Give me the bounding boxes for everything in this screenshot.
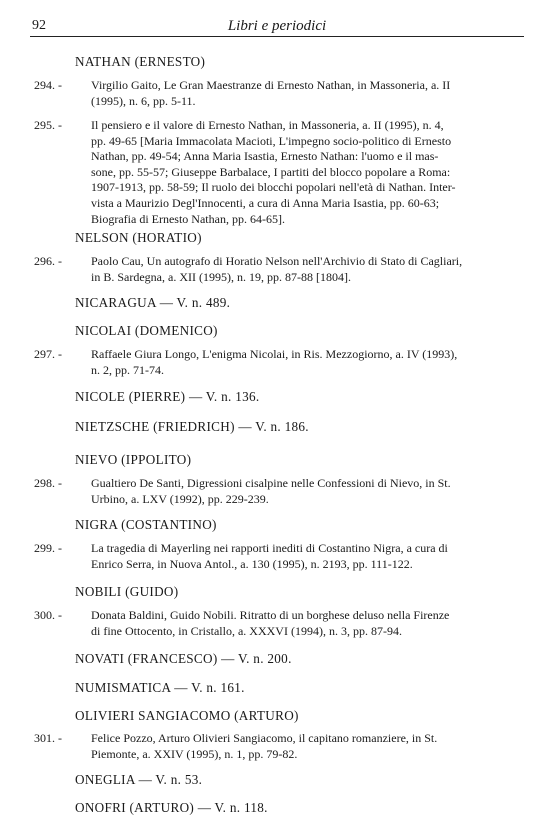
entry-298 bbox=[34, 476, 508, 507]
entry-line: Donata Baldini, Guido Nobili. Ritratto di un borghese deluso nella Firenze bbox=[91, 608, 450, 622]
entry-line: sone, pp. 55-57; Giuseppe Barbalace, I partiti del blocco popolare a Roma: bbox=[91, 164, 451, 179]
entry-number: 294. - bbox=[34, 78, 62, 92]
entry-294 bbox=[34, 78, 508, 109]
heading-nicaragua: NICARAGUA — V. n. 489. bbox=[75, 295, 231, 310]
heading-numismatica: NUMISMATICA — V. n. 161. bbox=[75, 680, 245, 695]
entry-line: Raffaele Giura Longo, L'enigma Nicolai, in Ris. Mezzogiorno, a. IV (1993), bbox=[91, 347, 458, 361]
heading-nathan: NATHAN (ERNESTO) bbox=[75, 54, 206, 69]
entry-300 bbox=[34, 608, 508, 639]
entry-line: Enrico Serra, in Nuova Antol., a. 130 (1995), n. 2193, pp. 111-122. bbox=[91, 556, 413, 571]
entry-line: Piemonte, a. XXIV (1995), n. 1, pp. 79-82. bbox=[91, 746, 298, 761]
entry-line: Il pensiero e il valore di Ernesto Nathan, in Massoneria, a. II (1995), n. 4, bbox=[91, 118, 444, 132]
entry-296 bbox=[34, 254, 508, 285]
entry-line: La tragedia di Mayerling nei rapporti inediti di Costantino Nigra, a cura di bbox=[91, 541, 448, 555]
entry-line: 1907-1913, pp. 58-59; Il ruolo dei blocchi popolari nell'età di Nathan. Inter- bbox=[91, 180, 456, 195]
heading-nigra: NIGRA (COSTANTINO) bbox=[75, 517, 217, 532]
entry-line: Nathan, pp. 49-54; Anna Maria Isastia, Ernesto Nathan: l'uomo e il mas- bbox=[91, 149, 439, 164]
entry-number: 301. - bbox=[34, 731, 62, 745]
entry-number: 297. - bbox=[34, 347, 62, 361]
heading-novati: NOVATI (FRANCESCO) — V. n. 200. bbox=[75, 651, 292, 666]
entry-line: in B. Sardegna, a. XII (1995), n. 19, pp. 87-88 [1804]. bbox=[91, 269, 351, 284]
entry-297 bbox=[34, 347, 508, 378]
entry-line: Paolo Cau, Un autografo di Horatio Nelson nell'Archivio di Stato di Cagliari, bbox=[91, 254, 463, 268]
entry-number: 300. - bbox=[34, 608, 62, 622]
entry-299 bbox=[34, 541, 508, 572]
heading-nicole: NICOLE (PIERRE) — V. n. 136. bbox=[75, 389, 260, 404]
entry-line: vista a Maurizio Degl'Innocenti, a cura di Anna Maria Isastia, pp. 60-63; bbox=[91, 195, 440, 210]
heading-onofri: ONOFRI (ARTURO) — V. n. 118. bbox=[75, 800, 268, 815]
heading-nelson: NELSON (HORATIO) bbox=[75, 230, 202, 245]
entry-line: (1995), n. 6, pp. 5-11. bbox=[91, 93, 196, 108]
entry-line: di fine Ottocento, in Cristallo, a. XXXVI (1994), n. 3, pp. 87-94. bbox=[91, 623, 402, 638]
entry-number: 299. - bbox=[34, 541, 62, 555]
header-rule bbox=[30, 36, 524, 37]
entry-line: Virgilio Gaito, Le Gran Maestranze di Ernesto Nathan, in Massoneria, a. II bbox=[91, 78, 451, 92]
running-title: Libri e periodici bbox=[227, 18, 327, 34]
entry-line: Felice Pozzo, Arturo Olivieri Sangiacomo, il capitano romanziere, in St. bbox=[91, 731, 438, 745]
heading-olivieri: OLIVIERI SANGIACOMO (ARTURO) bbox=[75, 708, 299, 723]
entry-line: Urbino, a. LXV (1992), pp. 229-239. bbox=[91, 491, 269, 506]
entry-number: 298. - bbox=[34, 476, 62, 490]
entry-295 bbox=[34, 118, 508, 227]
entry-line: Gualtiero De Santi, Digressioni cisalpine nelle Confessioni di Nievo, in St. bbox=[91, 476, 451, 490]
entry-301 bbox=[34, 731, 508, 762]
heading-nievo: NIEVO (IPPOLITO) bbox=[75, 452, 192, 467]
running-header bbox=[30, 18, 524, 38]
page-number: 92 bbox=[32, 18, 46, 33]
entry-line: n. 2, pp. 71-74. bbox=[91, 362, 164, 377]
heading-nicolai: NICOLAI (DOMENICO) bbox=[75, 323, 218, 338]
entry-number: 295. - bbox=[34, 118, 62, 132]
entry-line: Biografia di Ernesto Nathan, pp. 64-65]. bbox=[91, 211, 285, 226]
entry-number: 296. - bbox=[34, 254, 62, 268]
heading-nietzsche: NIETZSCHE (FRIEDRICH) — V. n. 186. bbox=[75, 419, 309, 434]
heading-oneglia: ONEGLIA — V. n. 53. bbox=[75, 772, 203, 787]
entry-line: pp. 49-65 [Maria Immacolata Macioti, L'impegno socio-politico di Ernesto bbox=[91, 133, 452, 148]
heading-nobili: NOBILI (GUIDO) bbox=[75, 584, 179, 599]
